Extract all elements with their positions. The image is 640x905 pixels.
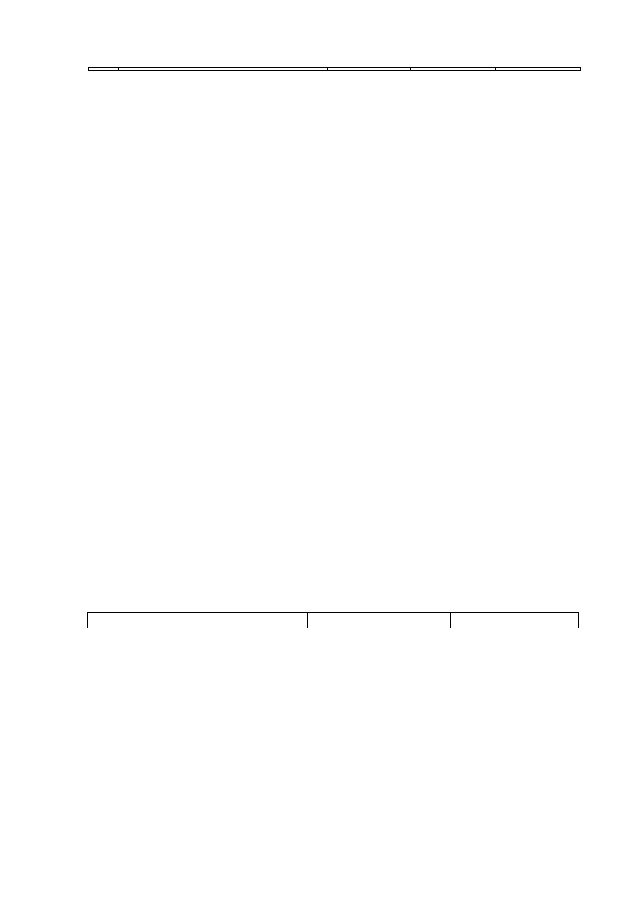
column-number: [88, 620, 187, 628]
column-number: [246, 620, 308, 628]
row-number-cell: [89, 68, 119, 71]
continuation-table: [88, 67, 581, 71]
column-number: [451, 620, 514, 628]
column-number: [186, 620, 246, 628]
value-cell-3: [496, 68, 581, 71]
forecast-table: [87, 612, 579, 628]
column-number: [513, 620, 579, 628]
column-number: [308, 620, 378, 628]
value-cell-2: [411, 68, 496, 71]
paragraph-heading: [119, 467, 574, 484]
column-number: [377, 620, 451, 628]
description-cell: [119, 68, 328, 71]
value-cell-1: [328, 68, 411, 71]
